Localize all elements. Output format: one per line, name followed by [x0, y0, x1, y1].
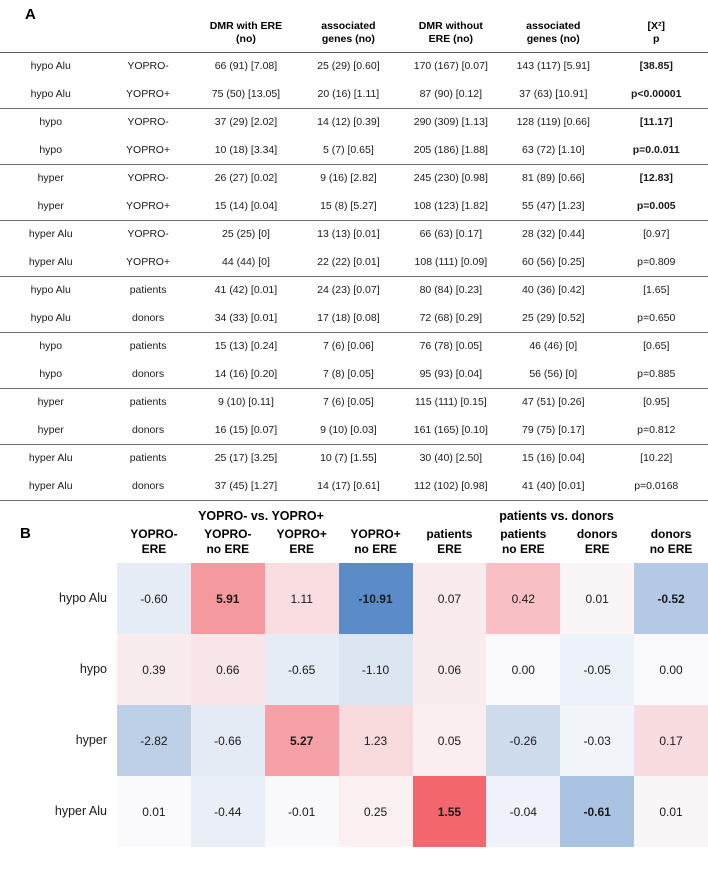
heatmap-col-header-1: [191, 527, 265, 564]
heatmap-cell: 5.91: [191, 563, 265, 634]
cell-condition: donors: [101, 304, 194, 332]
cell-dmr-without-ere: 76 (78) [0.05]: [419, 340, 483, 353]
cell-assoc-genes-2: 55 (47) [1.23]: [502, 192, 604, 220]
table-row: [0, 276, 708, 304]
heatmap-cell: 0.66: [191, 634, 265, 705]
header-line-1: DMR with ERE: [209, 19, 283, 32]
heatmap-body: [54, 563, 708, 847]
cell-dmr-with-ere: 34 (33) [0.01]: [195, 304, 297, 332]
cell-dmr-with-ere: 10 (18) [3.34]: [195, 136, 297, 164]
cell-assoc-genes-2: 41 (40) [0.01]: [502, 472, 604, 500]
cell-chisq-p: [0.97]: [643, 228, 670, 241]
cell-condition: donors: [101, 416, 194, 444]
heatmap-row: [75, 705, 708, 776]
panel-b-letter: B: [20, 524, 31, 542]
cell-assoc-genes-2: 63 (72) [1.10]: [502, 136, 604, 164]
cell-group: hypo Alu: [30, 284, 71, 297]
heatmap-cell: -0.60: [117, 563, 191, 634]
cell-chisq-p: p=0.885: [604, 360, 708, 388]
cell-assoc-genes-1: 25 (29) [0.60]: [317, 60, 380, 73]
col-header-line-1: YOPRO+: [276, 526, 327, 541]
header-line-1: DMR without: [418, 19, 483, 32]
col-header-assoc-genes-2: [502, 0, 604, 52]
cell-assoc-genes-2: 37 (63) [10.91]: [502, 80, 604, 108]
cell-assoc-genes-1: 13 (13) [0.01]: [317, 228, 380, 241]
heatmap-cell: -0.01: [265, 776, 339, 847]
header-line-2: (no): [236, 32, 256, 45]
heatmap-cell: -1.10: [339, 634, 413, 705]
cell-dmr-with-ere: 15 (14) [0.04]: [195, 192, 297, 220]
heatmap-cell: 0.00: [486, 634, 560, 705]
cell-dmr-without-ere: 161 (165) [0.10]: [400, 416, 502, 444]
heatmap-cell: -0.05: [560, 634, 634, 705]
cell-assoc-genes-2: 143 (117) [5.91]: [516, 60, 590, 73]
heatmap-row: [79, 634, 708, 705]
col-header-line-2: ERE: [289, 541, 315, 556]
cell-assoc-genes-1: 7 (8) [0.05]: [297, 360, 399, 388]
cell-dmr-without-ere: 30 (40) [2.50]: [419, 452, 483, 465]
heatmap-cell: 1.23: [339, 705, 413, 776]
cell-chisq-p: [10.22]: [640, 452, 673, 465]
cell-assoc-genes-2: 28 (32) [0.44]: [522, 228, 585, 241]
table-row: [0, 360, 708, 388]
cell-group: hypo Alu: [0, 80, 101, 108]
table-head: [0, 0, 708, 52]
cell-condition: YOPRO+: [101, 192, 194, 220]
cell-condition: YOPRO+: [101, 248, 194, 276]
table-row: [0, 444, 708, 472]
cell-dmr-with-ere: 16 (15) [0.07]: [195, 416, 297, 444]
header-line-1: associated: [321, 19, 376, 32]
cell-group: hyper Alu: [0, 248, 101, 276]
cell-dmr-with-ere: 44 (44) [0]: [195, 248, 297, 276]
cell-group: hypo: [0, 360, 101, 388]
cell-chisq-p: [1.65]: [643, 284, 670, 297]
col-header-line-1: YOPRO+: [350, 526, 401, 541]
cell-chisq-p: [0.65]: [643, 340, 670, 353]
cell-group: hypo: [0, 136, 101, 164]
cell-dmr-without-ere: 108 (123) [1.82]: [400, 192, 502, 220]
heatmap-cell: 0.01: [117, 776, 191, 847]
cell-chisq-p: p=0.809: [604, 248, 708, 276]
heatmap-cell: 0.07: [413, 563, 487, 634]
col-header-line-1: YOPRO-: [204, 526, 252, 541]
heatmap-col-header-3: [339, 527, 413, 564]
heatmap-cell: -0.44: [191, 776, 265, 847]
heatmap-cell: 0.06: [413, 634, 487, 705]
heatmap-row: [54, 776, 708, 847]
cell-assoc-genes-2: 15 (16) [0.04]: [522, 452, 585, 465]
group-title-patients-donors: patients vs. donors: [499, 508, 614, 523]
col-header-line-2: no ERE: [354, 541, 397, 556]
cell-chisq-p: p<0.00001: [604, 80, 708, 108]
heatmap-cell: 0.01: [560, 563, 634, 634]
table-header-row: [0, 0, 708, 52]
cell-assoc-genes-2: 25 (29) [0.52]: [502, 304, 604, 332]
table-row: [0, 136, 708, 164]
heatmap-cell: -0.65: [265, 634, 339, 705]
heatmap-cell: -0.66: [191, 705, 265, 776]
cell-chisq-p: p=0.0.011: [604, 136, 708, 164]
heatmap-cell: 1.55: [413, 776, 487, 847]
header-line-1: [X²]: [647, 19, 665, 32]
cell-dmr-with-ere: 15 (13) [0.24]: [214, 340, 278, 353]
cell-condition: YOPRO+: [101, 80, 194, 108]
group-title-yopro: YOPRO- vs. YOPRO+: [198, 508, 324, 523]
cell-group: hyper: [0, 192, 101, 220]
cell-assoc-genes-1: 9 (16) [2.82]: [320, 172, 377, 185]
heatmap-col-header-4: [413, 527, 487, 564]
cell-assoc-genes-1: 14 (12) [0.39]: [317, 116, 380, 129]
cell-condition: YOPRO-: [127, 60, 169, 73]
cell-dmr-without-ere: 290 (309) [1.13]: [413, 116, 488, 129]
cell-dmr-without-ere: 87 (90) [0.12]: [400, 80, 502, 108]
cell-assoc-genes-1: 15 (8) [5.27]: [297, 192, 399, 220]
heatmap-cell: -2.82: [117, 705, 191, 776]
col-header-line-2: no ERE: [206, 541, 250, 556]
cell-assoc-genes-1: 9 (10) [0.03]: [297, 416, 399, 444]
cell-assoc-genes-2: 56 (56) [0]: [502, 360, 604, 388]
col-header-condition: [101, 0, 194, 52]
table-row: [0, 388, 708, 416]
cell-assoc-genes-1: 22 (22) [0.01]: [297, 248, 399, 276]
cell-condition: YOPRO-: [127, 116, 169, 129]
cell-dmr-without-ere: 80 (84) [0.23]: [419, 284, 483, 297]
cell-condition: patients: [129, 396, 167, 409]
cell-assoc-genes-1: 24 (23) [0.07]: [317, 284, 380, 297]
table-row: [0, 108, 708, 136]
cell-condition: YOPRO-: [127, 228, 169, 241]
table-row: [0, 52, 708, 80]
cell-condition: YOPRO+: [101, 136, 194, 164]
heatmap-cell: -0.04: [486, 776, 560, 847]
cell-dmr-with-ere: 25 (17) [3.25]: [214, 452, 278, 465]
col-header-dmr-without-ere: [400, 0, 502, 52]
cell-dmr-with-ere: 75 (50) [13.05]: [195, 80, 297, 108]
heatmap-cell: 0.00: [634, 634, 708, 705]
cell-condition: donors: [101, 472, 194, 500]
cell-group: hyper: [37, 396, 64, 409]
cell-chisq-p: p=0.650: [604, 304, 708, 332]
col-header-line-1: patients: [426, 526, 473, 541]
table-row: [0, 416, 708, 444]
cell-assoc-genes-2: 47 (51) [0.26]: [522, 396, 585, 409]
cell-dmr-with-ere: 26 (27) [0.02]: [214, 172, 278, 185]
heatmap-col-header-0: [117, 527, 191, 564]
cell-dmr-with-ere: 9 (10) [0.11]: [218, 396, 274, 409]
cell-group: hyper Alu: [0, 472, 101, 500]
heatmap-cell: 0.05: [413, 705, 487, 776]
heatmap-cell: 0.42: [486, 563, 560, 634]
table-row: [0, 80, 708, 108]
cell-chisq-p: p=0.005: [604, 192, 708, 220]
cell-group: hyper Alu: [28, 452, 73, 465]
col-header-line-1: YOPRO-: [130, 526, 178, 541]
cell-assoc-genes-2: 81 (89) [0.66]: [522, 172, 585, 185]
cell-assoc-genes-1: 10 (7) [1.55]: [320, 452, 377, 465]
heatmap-row-label-3: hyper Alu: [54, 804, 107, 819]
col-header-line-1: donors: [576, 526, 618, 541]
heatmap-group-titles: [117, 509, 708, 527]
cell-dmr-with-ere: 37 (29) [2.02]: [214, 116, 278, 129]
cell-dmr-with-ere: 37 (45) [1.27]: [195, 472, 297, 500]
heatmap-cell: -0.03: [560, 705, 634, 776]
cell-dmr-without-ere: 108 (111) [0.09]: [400, 248, 502, 276]
cell-group: hypo: [39, 340, 63, 353]
cell-chisq-p: [12.83]: [639, 172, 673, 185]
cell-group: hypo: [39, 116, 63, 129]
table-row: [0, 472, 708, 500]
header-line-2: genes (no): [526, 32, 580, 45]
heatmap-col-header-2: [265, 527, 339, 564]
panel-a-letter: A: [25, 6, 36, 23]
heatmap-col-header-6: [560, 527, 634, 564]
cell-assoc-genes-1: 20 (16) [1.11]: [297, 80, 399, 108]
heatmap-row-label-0: hypo Alu: [59, 591, 107, 606]
heatmap-col-header-5: [486, 527, 560, 564]
cell-assoc-genes-2: 79 (75) [0.17]: [502, 416, 604, 444]
cell-assoc-genes-2: 46 (46) [0]: [529, 340, 578, 353]
table-row: [0, 164, 708, 192]
heatmap-col-header-7: [634, 527, 708, 564]
cell-dmr-without-ere: 112 (102) [0.98]: [400, 472, 502, 500]
cell-assoc-genes-2: 40 (36) [0.42]: [522, 284, 585, 297]
cell-assoc-genes-1: 7 (6) [0.06]: [323, 340, 374, 353]
cell-condition: patients: [129, 452, 167, 465]
cell-chisq-p: [11.17]: [639, 116, 673, 129]
table-row: [0, 248, 708, 276]
col-header-line-2: no ERE: [501, 541, 545, 556]
cell-dmr-without-ere: 66 (63) [0.17]: [419, 228, 483, 241]
cell-chisq-p: [0.95]: [643, 396, 670, 409]
cell-dmr-with-ere: 14 (16) [0.20]: [195, 360, 297, 388]
cell-dmr-with-ere: 41 (42) [0.01]: [214, 284, 278, 297]
heatmap-row: [59, 563, 708, 634]
cell-assoc-genes-2: 128 (119) [0.66]: [516, 116, 590, 129]
cell-chisq-p: p=0.0168: [604, 472, 708, 500]
col-header-line-2: ERE: [141, 541, 167, 556]
cell-dmr-without-ere: 115 (111) [0.15]: [414, 396, 487, 409]
col-header-line-2: ERE: [437, 541, 462, 556]
cell-group: hyper: [0, 416, 101, 444]
panel-b: [0, 509, 708, 848]
cell-group: hyper Alu: [28, 228, 73, 241]
table-body: [0, 52, 708, 500]
heatmap-column-headers: [117, 527, 708, 564]
header-line-1: associated: [526, 19, 581, 32]
col-header-line-2: no ERE: [649, 541, 693, 556]
table-row: [0, 192, 708, 220]
heatmap-cell: -0.52: [634, 563, 708, 634]
cell-assoc-genes-1: 14 (17) [0.61]: [297, 472, 399, 500]
col-header-line-1: patients: [500, 526, 547, 541]
cell-dmr-without-ere: 245 (230) [0.98]: [413, 172, 488, 185]
col-header-dmr-with-ere: [195, 0, 297, 52]
col-header-line-2: ERE: [584, 541, 610, 556]
cell-group: hyper: [37, 172, 64, 185]
heatmap-cell: -10.91: [339, 563, 413, 634]
cell-chisq-p: [38.85]: [639, 60, 673, 73]
header-line-2: ERE (no): [428, 32, 473, 45]
cell-dmr-with-ere: 66 (91) [7.08]: [214, 60, 278, 73]
heatmap-row-label-1: hypo: [79, 662, 107, 677]
header-line-2: genes (no): [321, 32, 375, 45]
col-header-line-1: donors: [650, 526, 692, 541]
cell-group: hypo Alu: [0, 304, 101, 332]
col-header-group: [0, 0, 101, 52]
table-row: [0, 304, 708, 332]
cell-dmr-without-ere: 205 (186) [1.88]: [400, 136, 502, 164]
cell-group: hypo Alu: [30, 60, 71, 73]
cell-chisq-p: p=0.812: [604, 416, 708, 444]
cell-dmr-without-ere: 72 (68) [0.29]: [400, 304, 502, 332]
cell-condition: donors: [101, 360, 194, 388]
heatmap-cell: -0.26: [486, 705, 560, 776]
col-header-chisq-p: [604, 0, 708, 52]
cell-dmr-without-ere: 95 (93) [0.04]: [400, 360, 502, 388]
header-line-2: p: [653, 32, 660, 45]
cell-dmr-without-ere: 170 (167) [0.07]: [413, 60, 488, 73]
heatmap-cell: 1.11: [265, 563, 339, 634]
heatmap-cell: 0.17: [634, 705, 708, 776]
cell-condition: patients: [129, 284, 167, 297]
heatmap-row-label-2: hyper: [75, 733, 107, 748]
cell-assoc-genes-1: 7 (6) [0.05]: [323, 396, 374, 409]
cell-assoc-genes-1: 5 (7) [0.65]: [297, 136, 399, 164]
heatmap-cell: 5.27: [265, 705, 339, 776]
cell-assoc-genes-2: 60 (56) [0.25]: [502, 248, 604, 276]
heatmap-cell: 0.25: [339, 776, 413, 847]
col-header-assoc-genes-1: [297, 0, 399, 52]
heatmap-cell: -0.61: [560, 776, 634, 847]
cell-assoc-genes-1: 17 (18) [0.08]: [297, 304, 399, 332]
cell-condition: patients: [129, 340, 167, 353]
table-row: [0, 332, 708, 360]
cell-dmr-with-ere: 25 (25) [0]: [222, 228, 270, 241]
cell-condition: YOPRO-: [127, 172, 169, 185]
heatmap-cell: 0.39: [117, 634, 191, 705]
heatmap-cell: 0.01: [634, 776, 708, 847]
heatmap: [54, 508, 708, 848]
table-row: [0, 220, 708, 248]
